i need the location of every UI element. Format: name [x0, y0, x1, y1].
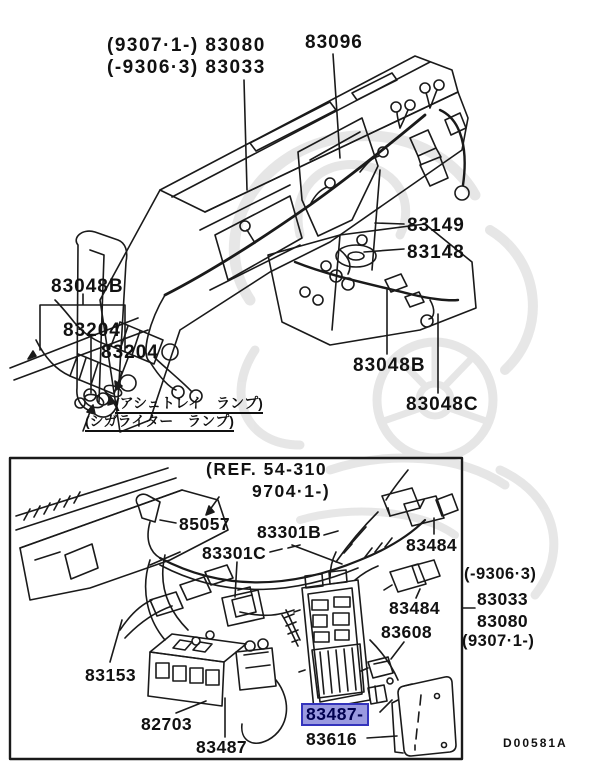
label-83301C: 83301C	[202, 543, 267, 563]
label-83484-upper: 83484	[406, 535, 458, 555]
label-variant-9306-83033: (-9306·3) 83033	[107, 57, 266, 78]
label-variant-note-1: (-9306·3)	[464, 565, 537, 583]
leader-83616	[367, 736, 397, 738]
label-83149: 83149	[407, 215, 465, 236]
label-83301B: 83301B	[257, 522, 322, 542]
label-83616: 83616	[306, 729, 358, 749]
label-85057: 85057	[179, 514, 231, 534]
label-82703: 82703	[141, 714, 193, 734]
label-ref-note-line1: (REF. 54-310	[206, 459, 328, 479]
diagram-id: D00581A	[503, 736, 568, 750]
label-83484-lower: 83484	[389, 598, 441, 618]
leader-83148	[364, 249, 404, 252]
label-variant-9307-83080: (9307·1-) 83080	[107, 35, 266, 56]
label-83204-a: 83204	[63, 320, 121, 341]
label-83148: 83148	[407, 242, 465, 263]
leader-82703	[176, 701, 206, 713]
label-83204-b: 83204	[101, 342, 159, 363]
label-83048B-bottom: 83048B	[353, 355, 426, 376]
label-ref-note-line2: 9704·1-)	[252, 481, 331, 501]
label-83048C: 83048C	[406, 394, 479, 415]
label-83608: 83608	[381, 622, 433, 642]
label-83153: 83153	[85, 665, 137, 685]
label-variant-note-3: 83080	[477, 611, 529, 631]
leader-83033	[244, 80, 247, 190]
label-83487-lower: 83487	[196, 737, 248, 757]
label-cigar-lighter-lamp: (シガライター ランプ)	[85, 414, 234, 432]
label-variant-note-2: 83033	[477, 589, 529, 609]
label-83487-highlighted[interactable]: 83487-	[301, 703, 369, 726]
leader-83149	[375, 223, 404, 224]
label-83096: 83096	[305, 32, 363, 53]
label-variant-note-4: (9307·1-)	[462, 632, 535, 650]
label-83048B-left: 83048B	[51, 276, 124, 297]
leader-83608	[391, 642, 404, 659]
label-ashtray-lamp: (アシュトレイ ランプ)	[115, 396, 263, 414]
leader-83484-lower	[416, 589, 420, 598]
leader-83153	[110, 620, 122, 662]
